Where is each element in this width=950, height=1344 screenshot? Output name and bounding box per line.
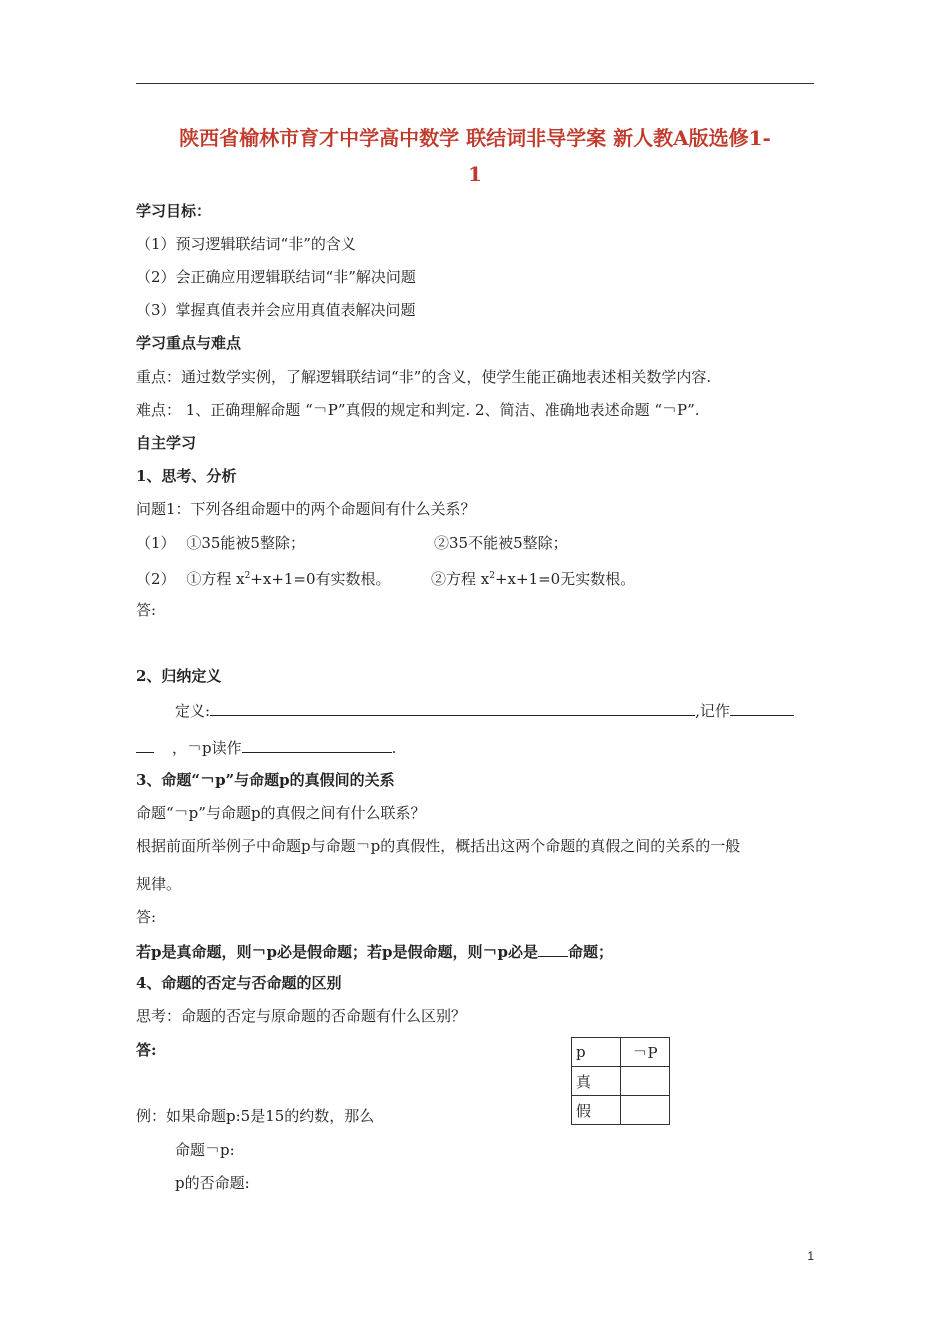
reading-line [136, 736, 396, 758]
row2-label: （2） [136, 570, 176, 588]
section3-q1: 命题“￢p”与命题p的真假之间有什么联系？ [136, 804, 426, 822]
section1-row1 [136, 533, 305, 553]
row2-b: ②方程 $x^2+x+1=0$无实数根。 [431, 570, 636, 588]
goals-heading: 学习目标： [136, 202, 212, 220]
truth-table-header-not-p: ￢P [621, 1038, 670, 1067]
section1-answer: 答: [136, 601, 157, 619]
section3-q2-cont: 规律。 [136, 875, 182, 893]
doc-title-line1: 陕西省榆林市育才中学高中数学 联结词非导学案 新人教A版选修1- [179, 126, 771, 150]
section4-think: 思考：命题的否定与原命题的否命题有什么区别？ [136, 1007, 467, 1025]
goal-item-1: （1）预习逻辑联结词“非”的含义 [136, 235, 356, 253]
row2-a: ①方程 $x^2+x+1=0$有实数根。 [186, 570, 391, 588]
truth-table-cell: 假 [572, 1096, 621, 1125]
reading-end: . [391, 739, 397, 757]
definition-blank[interactable] [210, 699, 695, 716]
definition-line [175, 699, 794, 721]
reading-blank[interactable] [242, 736, 392, 753]
keypoints-heading: 学习重点与难点 [136, 334, 242, 352]
self-study-heading: 自主学习 [136, 434, 197, 452]
section4-inverse: p的否命题: [175, 1174, 250, 1192]
keypoints-difficulty: 难点： 1、正确理解命题 “￢P”真假的规定和判定. 2、简洁、准确地表述命题 “￢P”. [136, 401, 700, 419]
truth-table-cell: 真 [572, 1067, 621, 1096]
truth-table-row [572, 1067, 670, 1096]
keypoints-focus: 重点：通过数学实例，了解逻辑联结词“非”的含义，使学生能正确地表述相关数学内容. [136, 368, 712, 386]
section1-question: 问题1：下列各组命题中的两个命题间有什么关系？ [136, 500, 476, 518]
truth-table-header-p: p [572, 1038, 621, 1067]
section4-answer: 答: [136, 1041, 157, 1059]
goal-item-3: （3）掌握真值表并会应用真值表解决问题 [136, 301, 416, 319]
section4-neg: 命题￢p: [175, 1141, 235, 1159]
truth-table [571, 1037, 670, 1125]
record-label: ,记作 [695, 702, 730, 720]
section3-q2: 根据前面所举例子中命题p与命题￢p的真假性，概括出这两个命题的真假之间的关系的一般 [136, 837, 741, 855]
notation-blank-cont[interactable] [136, 736, 154, 753]
header-rule [136, 83, 814, 84]
section3-heading: 3、命题“￢p”与命题p的真假间的关系 [136, 771, 395, 789]
conclusion-blank[interactable] [538, 940, 568, 957]
section3-conclusion: 若p是真命题，则￢p必是假命题；若p是假命题，则￢p必是 命题； [136, 940, 613, 962]
goal-item-2: （2）会正确应用逻辑联结词“非”解决问题 [136, 268, 416, 286]
notation-blank[interactable] [730, 699, 794, 716]
row1-b: ②35不能被5整除； [434, 534, 568, 552]
def-label: 定义: [175, 702, 211, 720]
doc-title-line2: 1 [468, 162, 482, 186]
truth-table-header [572, 1038, 670, 1067]
section2-heading: 2、归纳定义 [136, 667, 222, 685]
read-label: ，￢p读作 [172, 739, 242, 757]
row1-a: ①35能被5整除； [186, 534, 305, 552]
section1-heading: 1、思考、分析 [136, 467, 237, 485]
section4-example: 例：如果命题p:5是15的约数，那么 [136, 1107, 375, 1125]
row1-label: （1） [136, 534, 176, 552]
section3-answer: 答: [136, 908, 157, 926]
truth-table-cell-blank[interactable] [621, 1067, 670, 1096]
truth-table-row [572, 1096, 670, 1125]
section4-heading: 4、命题的否定与否命题的区别 [136, 974, 342, 992]
section1-row2 [136, 566, 391, 589]
page-number: 1 [807, 1249, 814, 1263]
truth-table-cell-blank[interactable] [621, 1096, 670, 1125]
